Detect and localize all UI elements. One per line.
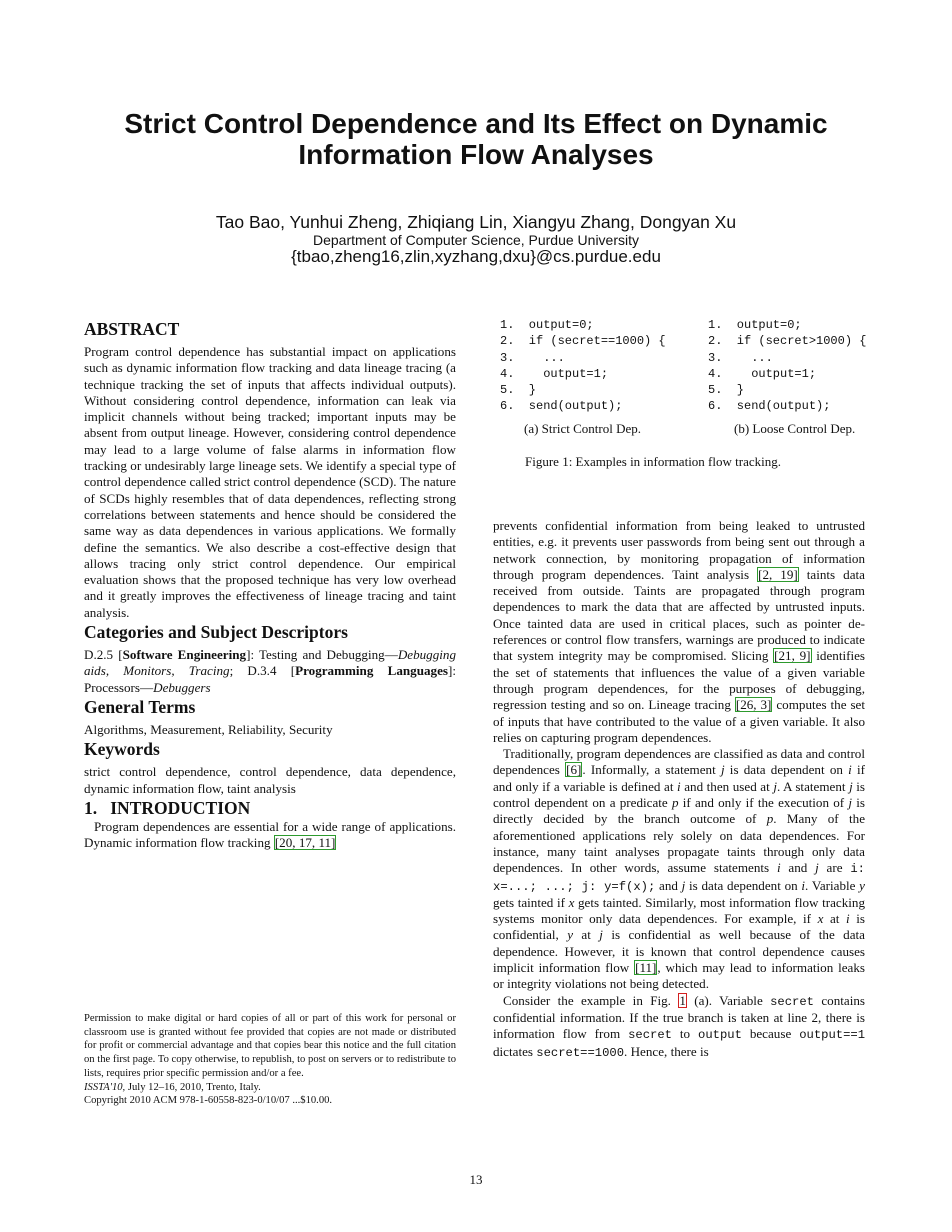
text-run: taints data received from outside. Taints are propagated through program dependences to mark the data that are affected by untrusted inputs. Once tainted data are used in critical places, such as pointer de-references or control flow transfers, warnings are produced to indicate that system integrity may be compromised. Slicing xyxy=(493,566,865,664)
inline-code: output==1 xyxy=(799,1028,866,1043)
math-var: j xyxy=(681,877,686,893)
text-run: . Variable xyxy=(805,877,860,893)
text-run: are xyxy=(818,860,851,876)
citation-link[interactable]: [11] xyxy=(635,960,657,976)
math-var: i xyxy=(776,860,781,876)
code-line: 6. send(output); xyxy=(708,399,831,414)
venue-name: ISSTA'10, xyxy=(84,1081,126,1093)
text-run: gets tainted if xyxy=(493,894,569,910)
cat-part: ]: Testing and Debugging— xyxy=(246,647,398,663)
figure-link[interactable]: 1 xyxy=(679,992,686,1008)
general-terms-heading: General Terms xyxy=(84,696,196,717)
code-line: 2. if (secret>1000) { xyxy=(708,334,867,349)
text-run: if and only if the execution of xyxy=(678,795,849,811)
text-run: Consider the example in Fig. xyxy=(503,992,679,1008)
permission-text: Permission to make digital or hard copies of all or part of this work for personal or classroom use is granted without fee provided that copies are not made or distributed for profit or commercial advantage and that copies bear this notice and the full citation on the first page. To copy otherwise, to republish, to post on servers or to redistribute to lists, requires prior specific permission and/or a fee. xyxy=(84,1013,456,1079)
cat-part: D.2.5 [ xyxy=(84,647,123,663)
math-var: j xyxy=(773,778,777,794)
paper-title xyxy=(60,108,892,170)
citation-link[interactable]: [2, 19] xyxy=(758,566,798,582)
cat-part: Debuggers xyxy=(153,679,211,695)
code-listing-a xyxy=(500,317,690,415)
code-line: 5. } xyxy=(708,383,745,398)
text-run: , which may lead to information leaks or integrity violations not being detected. xyxy=(493,960,865,992)
intro-paragraph xyxy=(84,819,456,852)
page-number: 13 xyxy=(469,1172,483,1187)
venue-line xyxy=(84,1081,456,1095)
math-var: p xyxy=(671,795,679,811)
math-var: i xyxy=(848,762,852,778)
code-listing-b xyxy=(708,317,898,415)
citation-link[interactable]: [26, 3] xyxy=(735,697,772,713)
text-run: is data dependent on xyxy=(724,762,849,778)
figure-caption: Figure 1: Examples in information flow tracking. xyxy=(525,454,781,469)
math-var: i xyxy=(677,778,681,794)
math-var: i xyxy=(846,911,850,927)
author-list: Tao Bao, Yunhui Zheng, Zhiqiang Lin, Xiangyu Zhang, Dongyan Xu xyxy=(215,212,737,232)
code-line: 5. } xyxy=(500,383,537,398)
math-var: j xyxy=(720,762,725,778)
inline-code: secret xyxy=(770,994,814,1009)
cat-part: Debugging aids, Monitors, Tracing xyxy=(84,647,456,679)
text-run: is data dependent on xyxy=(685,877,802,893)
math-var: x xyxy=(817,911,824,927)
copyright-line: Copyright 2010 ACM 978-1-60558-823-0/10/07 ...$10.00. xyxy=(84,1095,333,1107)
text-run: is confidential as well because of the data dependence. However, it is known that control dependence causes implicit information flow xyxy=(493,927,865,976)
text-run: . A statement xyxy=(776,778,850,794)
keywords-text: strict control dependence, control dependence, data dependence, dynamic information flow, taint analysis xyxy=(84,764,456,796)
math-var: j xyxy=(815,860,819,876)
code-line: 3. ... xyxy=(708,350,773,365)
text-run: and then used at xyxy=(680,778,774,794)
math-var: j xyxy=(848,795,853,811)
code-line: 3. ... xyxy=(500,350,565,365)
inline-code: output xyxy=(698,1028,742,1043)
introduction-heading: 1. INTRODUCTION xyxy=(84,797,251,818)
categories-text xyxy=(84,647,456,696)
inline-code: secret xyxy=(628,1028,672,1043)
subcaption-a: (a) Strict Control Dep. xyxy=(524,421,641,436)
permission-notice xyxy=(84,1012,456,1108)
code-line: 2. if (secret==1000) { xyxy=(500,334,666,349)
right-paragraph-1 xyxy=(493,518,865,746)
keywords-heading: Keywords xyxy=(84,739,160,760)
text-run: gets tainted. Similarly, most information flow tracking systems monitor only data dependences. For example, if xyxy=(493,894,865,927)
math-var: p xyxy=(766,811,774,827)
intro-text: Program dependences are essential for a wide range of applications. Dynamic information flow tracking xyxy=(84,818,456,851)
text-run: is directly decided by the branch outcome of xyxy=(493,795,866,827)
cat-part: ]: Processors— xyxy=(84,663,456,695)
general-terms-text: Algorithms, Measurement, Reliability, Security xyxy=(84,721,333,737)
left-column xyxy=(84,318,456,851)
math-var: y xyxy=(859,877,865,893)
cat-part: ; D.3.4 [ xyxy=(229,663,296,679)
right-column xyxy=(493,518,865,1061)
subcaption-b: (b) Loose Control Dep. xyxy=(734,421,856,436)
text-run: . Many of the aforementioned applications rely solely on data dependences. For instance, many taint analyses propagate taints through only data dependences. In other words, assume statements xyxy=(493,811,865,876)
text-run: if and only if a variable is defined at xyxy=(493,762,865,794)
code-line: 6. send(output); xyxy=(500,399,623,414)
text-run: because xyxy=(741,1026,800,1042)
math-var: j xyxy=(599,927,603,943)
text-run: at xyxy=(573,927,600,943)
text-run: dictates xyxy=(493,1043,537,1059)
text-run: identifies the set of statements that influences the value of a given variable through program dependences, for the purposes of debugging, regression testing and so on. Lineage tracing xyxy=(493,648,865,713)
math-var: j xyxy=(849,778,853,794)
text-run: Traditionally, program dependences are classified as data and control dependences xyxy=(493,746,865,778)
title-line-2: Information Flow Analyses xyxy=(298,139,654,170)
text-run: and xyxy=(655,877,682,893)
inline-code: secret==1000 xyxy=(536,1045,625,1060)
cat-part: Programming Languages xyxy=(295,663,448,679)
text-run: . Hence, there is xyxy=(624,1043,709,1059)
text-run: and xyxy=(780,860,816,876)
code-line: 1. output=0; xyxy=(500,318,594,332)
affiliation: Department of Computer Science, Purdue University xyxy=(312,232,640,248)
author-emails: {tbao,zheng16,zlin,xyzhang,dxu}@cs.purdue.edu xyxy=(291,247,661,266)
right-paragraph-3 xyxy=(493,993,865,1061)
math-var: y xyxy=(567,927,574,943)
title-line-1: Strict Control Dependence and Its Effect on Dynamic xyxy=(124,108,828,139)
text-run: (a). Variable xyxy=(686,992,771,1008)
text-run: prevents confidential information from being leaked to untrusted entities, e.g. it prevents user passwords from being sent out through a network connection, by monitoring propagation of information through program dependences. Taint analysis xyxy=(493,518,865,582)
text-run: . Informally, a statement xyxy=(582,762,721,778)
right-paragraph-2 xyxy=(493,746,865,992)
code-line: 1. output=0; xyxy=(708,318,802,332)
citation-link[interactable]: [20, 17, 11] xyxy=(274,835,336,851)
categories-heading: Categories and Subject Descriptors xyxy=(84,622,348,643)
text-run: contains confidential information. If the true branch is taken at line 2, there is information flow from xyxy=(493,992,865,1042)
inline-code: i: x=...; ...; j: y=f(x); xyxy=(493,862,865,894)
cat-part: Software Engineering xyxy=(122,647,247,663)
text-run: is control dependent on a predicate xyxy=(493,778,866,811)
text-run: to xyxy=(671,1026,698,1042)
citation-link[interactable]: [6] xyxy=(566,762,582,778)
text-run: is confidential, xyxy=(493,911,865,943)
text-run: at xyxy=(823,911,847,927)
math-var: i xyxy=(801,877,806,893)
code-line: 4. output=1; xyxy=(708,366,817,381)
code-line: 4. output=1; xyxy=(500,366,609,381)
text-run: computes the set of inputs that have contributed to the value of a given variable. It also relies on capturing program dependences. xyxy=(493,697,865,745)
abstract-heading: ABSTRACT xyxy=(84,319,180,339)
venue-details: July 12–16, 2010, Trento, Italy. xyxy=(125,1081,261,1093)
math-var: x xyxy=(568,894,575,910)
citation-link[interactable]: [21, 9] xyxy=(774,648,811,664)
abstract-text: Program control dependence has substantial impact on applications such as dynamic information flow tracking and data lineage tracing (a technique tracking the set of inputs that affects individual outputs). Without considering control dependence, information can leak via implicit channels without being tracked; important inputs may be absent from output lineage. However, considering control dependence may lead to a large volume of false alarms in information flow tracking or undesirably large lineage sets. We identify a special type of control dependence called strict control dependence (SCD). The nature of SCDs highly resembles that of data dependences, reflecting strong correlations between statements and hence should be considered the same way as data dependences in various applications. We formally define the semantics. We also describe a cost-effective design that allows tracing only strict control dependence. Our empirical evaluation shows that the proposed technique has very low overhead and it greatly improves the effectiveness of lineage tracing and taint analysis. xyxy=(84,344,456,620)
